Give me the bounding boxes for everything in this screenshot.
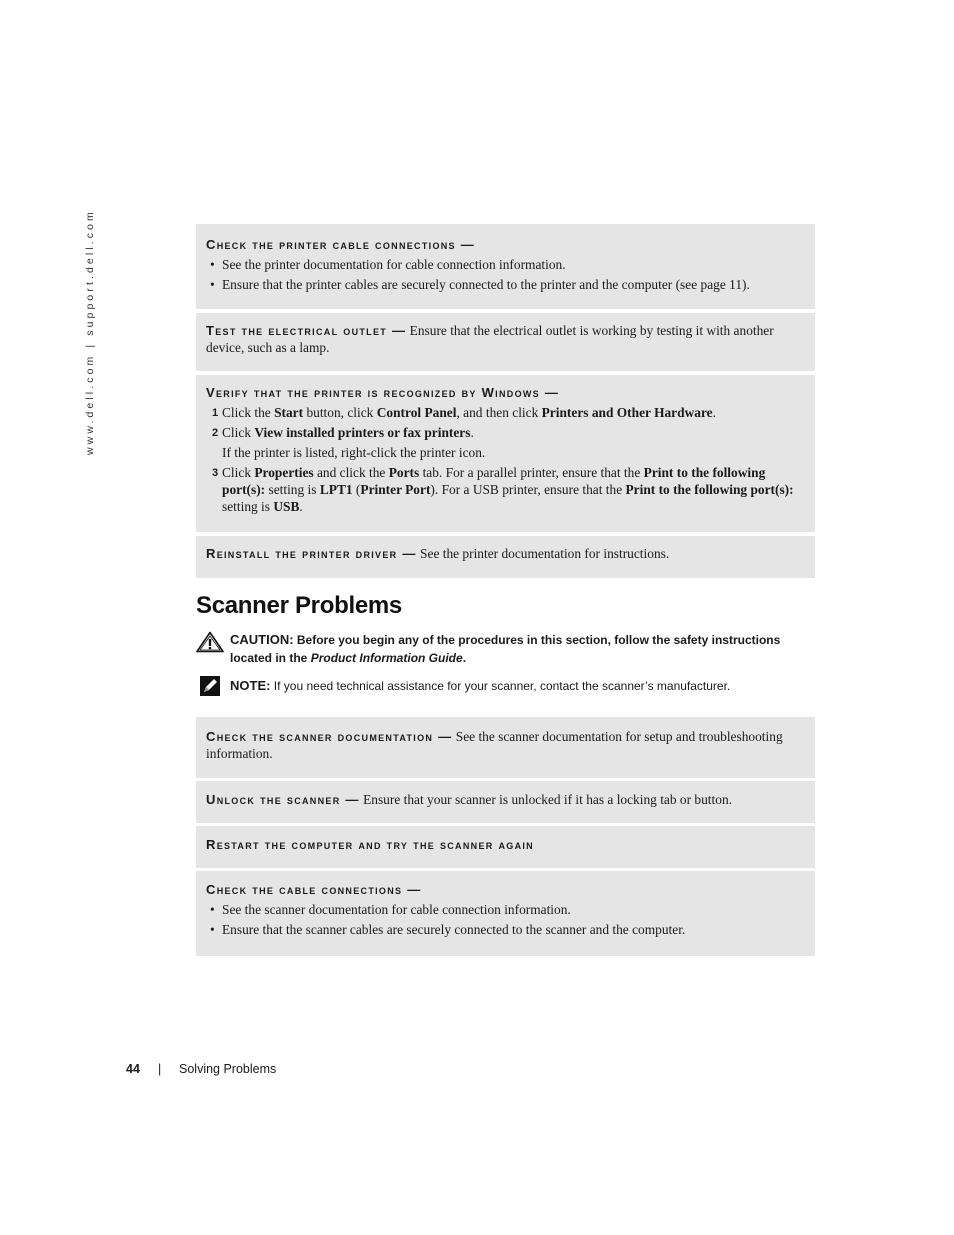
list-item bbox=[206, 276, 805, 293]
caution-guide-title: Product Information Guide bbox=[310, 651, 463, 665]
cable-box bbox=[196, 871, 815, 956]
step-bold-text: Print to the following port(s): bbox=[625, 482, 794, 497]
cable-heading: Check the cable connections — bbox=[206, 882, 422, 897]
step-text: ). For a USB printer, ensure that the bbox=[430, 482, 626, 497]
side-url: www.dell.com | support.dell.com bbox=[84, 209, 96, 455]
step-bold-text: Ports bbox=[388, 465, 420, 480]
footer-section-title: Solving Problems bbox=[179, 1062, 277, 1076]
printer-cable-box bbox=[196, 224, 815, 309]
caution-label: CAUTION: bbox=[230, 632, 294, 647]
step-bold-text: Printer Port bbox=[360, 482, 431, 497]
driver-box bbox=[196, 536, 815, 578]
bullet-icon: • bbox=[210, 257, 215, 272]
page-footer bbox=[126, 1062, 277, 1076]
step-text: . bbox=[712, 405, 716, 420]
step-text: . bbox=[470, 425, 474, 440]
outlet-box bbox=[196, 313, 815, 371]
step-bold-text: Control Panel bbox=[376, 405, 457, 420]
list-item bbox=[206, 256, 805, 273]
windows-steps-cont bbox=[206, 464, 805, 515]
step-bold-text: LPT1 bbox=[319, 482, 353, 497]
windows-heading: Verify that the printer is recognized by Windows — bbox=[206, 385, 560, 400]
bullet-icon: • bbox=[210, 902, 215, 917]
driver-heading: Reinstall the printer driver — bbox=[206, 546, 417, 561]
note-pencil-icon bbox=[200, 676, 220, 701]
list-item-text: Ensure that the scanner cables are securely connected to the scanner and the computer. bbox=[222, 922, 686, 937]
windows-box bbox=[196, 375, 815, 532]
step-bold-text: Properties bbox=[254, 465, 314, 480]
step-subtext: If the printer is listed, right-click the printer icon. bbox=[222, 445, 486, 460]
step-text: and click the bbox=[313, 465, 389, 480]
step-text: setting is bbox=[265, 482, 320, 497]
step-text: , and then click bbox=[456, 405, 542, 420]
step-text: setting is bbox=[222, 499, 274, 514]
caution-text bbox=[230, 631, 816, 667]
step-text: Click bbox=[222, 425, 255, 440]
page-title: Scanner Problems bbox=[196, 592, 402, 619]
note-body: If you need technical assistance for your scanner, contact the scanner’s manufacturer. bbox=[270, 679, 731, 693]
step-number: 3 bbox=[212, 467, 219, 479]
list-item-text: See the scanner documentation for cable connection information. bbox=[222, 902, 571, 917]
step-bold-text: Print to the following port(s): bbox=[222, 465, 766, 497]
bullet-icon: • bbox=[210, 922, 215, 937]
note-text bbox=[230, 676, 816, 695]
list-item-text: Ensure that the printer cables are securely connected to the printer and the computer (see page 11). bbox=[222, 277, 750, 292]
step-number: 2 bbox=[212, 427, 219, 439]
scanner-doc-heading: Check the scanner documentation — bbox=[206, 729, 453, 744]
list-item bbox=[206, 921, 805, 938]
bullet-icon: • bbox=[210, 277, 215, 292]
step-number: 1 bbox=[212, 407, 219, 419]
unlock-text: Ensure that your scanner is unlocked if it has a locking tab or button. bbox=[363, 792, 732, 807]
driver-text: See the printer documentation for instructions. bbox=[420, 546, 670, 561]
unlock-box bbox=[196, 781, 815, 823]
step-text: . bbox=[299, 499, 303, 514]
step-bold-text: View installed printers or fax printers bbox=[254, 425, 471, 440]
restart-heading: Restart the computer and try the scanner again bbox=[206, 837, 534, 852]
step-text: button, click bbox=[303, 405, 377, 420]
step-text: tab. For a parallel printer, ensure that the bbox=[419, 465, 644, 480]
scanner-doc-text: See the scanner documentation for setup and troubleshooting information. bbox=[206, 729, 783, 761]
caution-end: . bbox=[462, 651, 467, 665]
step-bold-text: Printers and Other Hardware bbox=[541, 405, 713, 420]
caution-triangle-icon bbox=[196, 631, 224, 658]
step-item bbox=[206, 464, 805, 515]
step-text: Click bbox=[222, 465, 255, 480]
cable-list bbox=[206, 901, 805, 938]
footer-separator: | bbox=[158, 1062, 162, 1076]
note-label: NOTE: bbox=[230, 678, 271, 693]
printer-cable-heading: Check the printer cable connections — bbox=[206, 237, 476, 252]
step-bold-text: Start bbox=[274, 405, 304, 420]
page-number: 44 bbox=[126, 1062, 140, 1076]
note-notice bbox=[196, 676, 816, 695]
windows-steps bbox=[206, 404, 805, 441]
outlet-heading: Test the electrical outlet — bbox=[206, 323, 407, 338]
unlock-heading: Unlock the scanner — bbox=[206, 792, 360, 807]
list-item bbox=[206, 901, 805, 918]
step-item bbox=[206, 404, 805, 421]
outlet-text: Ensure that the electrical outlet is working by testing it with another device, such as a lamp. bbox=[206, 323, 774, 355]
list-item-text: See the printer documentation for cable connection information. bbox=[222, 257, 566, 272]
printer-cable-list bbox=[206, 256, 805, 293]
step-item bbox=[206, 424, 805, 441]
step-bold-text: USB bbox=[273, 499, 300, 514]
caution-body: Before you begin any of the procedures in this section, follow the safety instructions located in the bbox=[230, 633, 781, 665]
step-text: ( bbox=[352, 482, 361, 497]
scanner-doc-box bbox=[196, 717, 815, 778]
caution-notice bbox=[196, 631, 816, 667]
step-text: Click the bbox=[222, 405, 275, 420]
restart-box bbox=[196, 826, 815, 868]
